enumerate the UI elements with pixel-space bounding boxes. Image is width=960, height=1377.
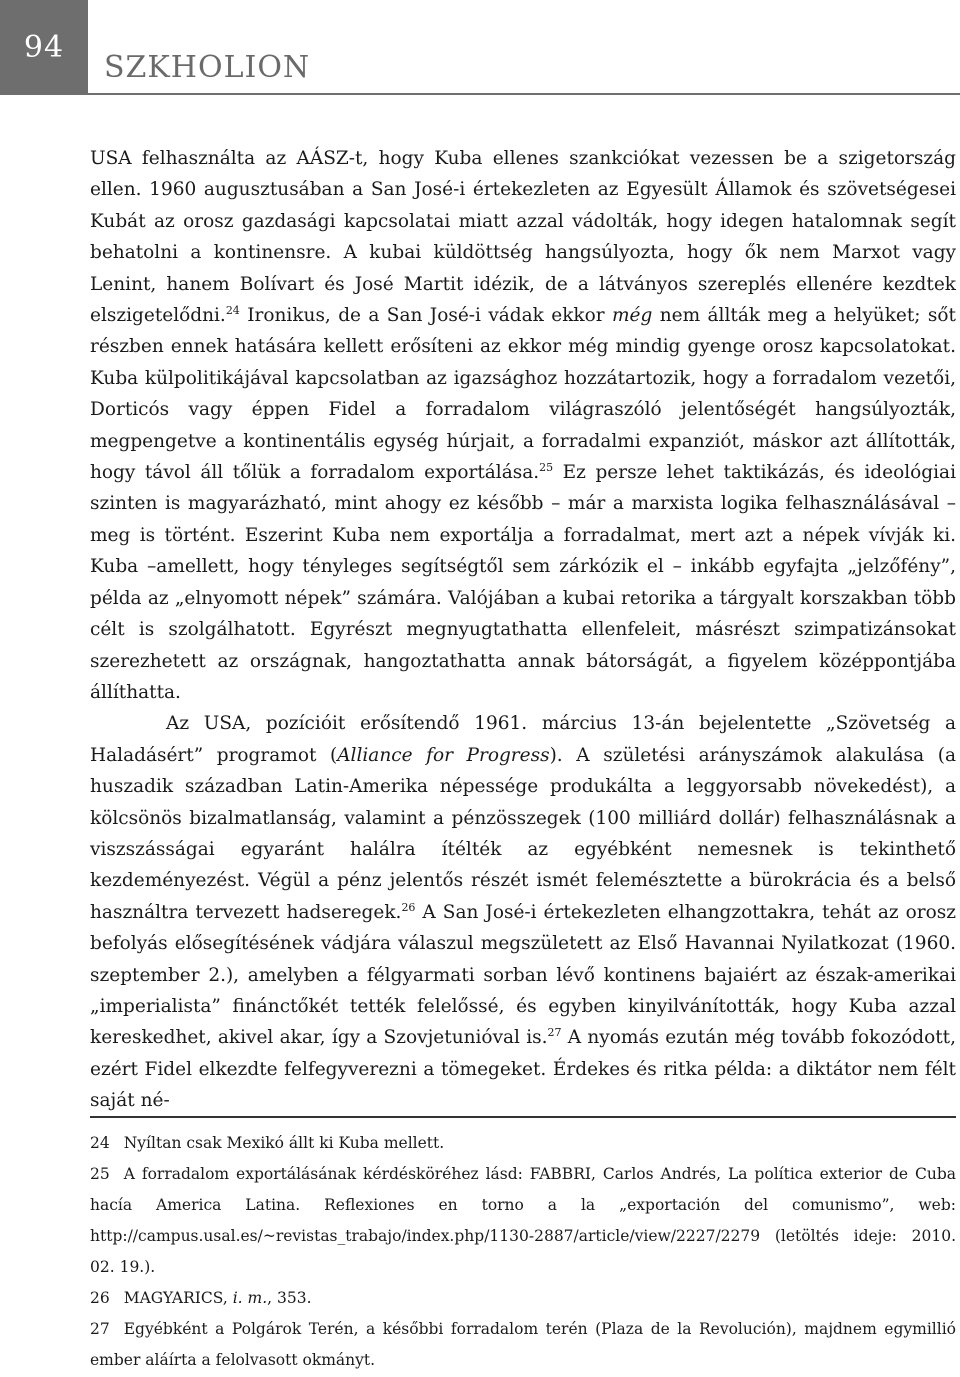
footnote-text: , 353. [267, 1289, 312, 1307]
paragraph-1 [90, 143, 956, 708]
footnote-number: 27 [90, 1320, 110, 1338]
footnote-text: MAGYARICS, [123, 1289, 233, 1307]
page-number-box [0, 0, 88, 95]
footnotes [90, 1128, 956, 1376]
footnote-ref-24[interactable]: 24 [225, 303, 240, 317]
footnote-26 [90, 1283, 956, 1314]
footnote-25 [90, 1159, 956, 1283]
body-text [90, 143, 956, 1117]
footnote-ref-27[interactable]: 27 [547, 1026, 562, 1040]
text-run: Az USA, pozícióit erősítendő 1961. március 13-án bejelentette „Szövetség a Haladásért” programot ( [90, 713, 956, 766]
footnote-number: 24 [90, 1134, 110, 1152]
footnote-ref-26[interactable]: 26 [401, 900, 416, 914]
footnote-number: 25 [90, 1165, 110, 1183]
emphasis: még [612, 305, 653, 327]
footnote-number: 26 [90, 1289, 110, 1307]
text-run: nem állták meg a helyüket; sőt részben ennek hatására kellett erősíteni az ekkor még mindig gyenge orosz kapcsolatokat. Kuba külpolitikájával kapcsolatban az igazsághoz hozzátartozik, hogy a forradalom vezetői, Dorticós vagy éppen Fidel a forradalom világraszóló jelentőségét hangsúlyozták, megpengetve a kontinentális egység húrjait, a forradalmi expanziót, máskor azt állították, hogy távol áll tőlük a forradalom exportálása. [90, 305, 956, 484]
footnote-text: Nyíltan csak Mexikó állt ki Kuba mellett. [123, 1134, 445, 1152]
text-run: A San José-i értekezleten elhangzottakra, tehát az orosz befolyás elősegítésének vádjára válaszul megszületett az Első Havannai Nyilatkozat (1960. szeptember 2.), amelyben a félgyarmati sorban lévő kontinens bajaiért az észak-amerikai „imperialista” finánctőkét tették felelőssé, és egyben kinyilvánították, hogy Kuba azzal kereskedhet, akivel akar, így a Szovjetunióval is. [90, 901, 956, 1049]
paragraph-2 [90, 708, 956, 1116]
emphasis: Alliance for Progress [337, 744, 550, 766]
text-run: ). A születési arányszámok alakulása (a huszadik században Latin-Amerika népessége produkálta a leggyorsabb növekedést), a kölcsönös bizalmatlanság, valamint a pénzösszegek (100 milliárd dollár) felhasználásnak a viszszásságai egyaránt halálra ítélték az egyébként nemesnek is tekinthető kezdeményezést. Végül a pénz jelentős részét ismét felemésztette a bürokrácia és a belső használtra tervezett hadseregek. [90, 744, 956, 923]
text-run: Ironikus, de a San José-i vádak ekkor [239, 305, 613, 327]
footnote-24 [90, 1128, 956, 1159]
text-run: USA felhasználta az AÁSZ-t, hogy Kuba ellenes szankciókat vezessen be a szigetország ellen. 1960 augusztusában a San José-i értekezleten az Egyesült Államok és szövetségesei Kubát az orosz gazdasági kapcsolatai miatt azzal vádolták, hogy idegen hatalomnak segít behatolni a kontinensre. A kubai küldöttség hangsúlyozta, hogy ők nem Marxot vagy Lenint, hanem Bolívart és José Martit idézik, de a látványos szereplés ellenére kezdtek elszigetelődni. [90, 148, 956, 327]
emphasis: i. m. [232, 1289, 268, 1307]
footnote-divider [90, 1116, 956, 1118]
footnote-text: Egyébként a Polgárok Terén, a későbbi forradalom terén (Plaza de la Revolución), majdnem egymillió ember aláírta a felolvasott okmányt. [90, 1320, 956, 1369]
header-rule [88, 93, 960, 95]
journal-title: SZKHOLION [104, 50, 311, 85]
footnote-27 [90, 1314, 956, 1376]
text-run: A nyomás ezután még tovább fokozódott, ezért Fidel elkezdte felfegyverezni a tömegeket. Érdekes és ritka példa: a diktátor nem félt saját né- [90, 1027, 956, 1112]
footnote-text: A forradalom exportálásának kérdésköréhez lásd: FABBRI, Carlos Andrés, La política exterior de Cuba hacía America Latina. Reflexiones en torno a la „exportación del comunismo”, web: http://campus.usal.es/~revistas_trabajo/index.php/1130-2887/article/view/2227/2279 (letöltés ideje: 2010. 02. 19.). [90, 1165, 956, 1276]
footnote-ref-25[interactable]: 25 [539, 460, 554, 474]
text-run: Ez persze lehet taktikázás, és ideológiai szinten is magyarázható, mint ahogy ez később – már a marxista logika felhasználásával – meg is történt. Eszerint Kuba nem exportálja a forradalmat, mert azt a népek vívják ki. Kuba –amellett, hogy tényleges segítségtől sem zárkózik el – inkább egyfajta „jelzőfény”, példa az „elnyomott népek” számára. Valójában a kubai retorika a tárgyalt korszakban több célt is szolgálhatott. Egyrészt megnyugtathatta ellenfeleit, másrészt szimpatizánsokat szerezhetett az országnak, hangoztathatta annak bátorságát, a figyelem középpontjába állíthatta. [90, 462, 956, 703]
page-number: 94 [23, 30, 65, 65]
